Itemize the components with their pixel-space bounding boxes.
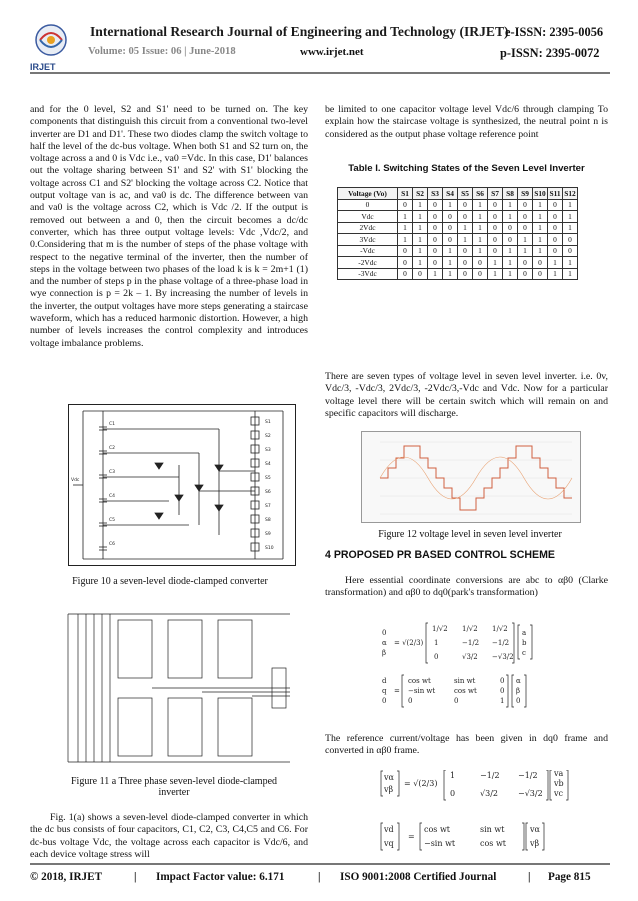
table-cell: 1 bbox=[503, 245, 518, 257]
table-cell: 1 bbox=[563, 257, 578, 269]
table-cell: 0 bbox=[548, 245, 563, 257]
table-cell: 1 bbox=[473, 245, 488, 257]
table-cell: 0 bbox=[533, 268, 548, 280]
svg-text:vb: vb bbox=[554, 779, 564, 788]
footer-page: Page 815 bbox=[548, 871, 591, 883]
table-cell: 3Vdc bbox=[338, 234, 398, 246]
left-column bbox=[30, 104, 308, 350]
svg-text:−1/2: −1/2 bbox=[480, 771, 500, 780]
svg-text:a: a bbox=[522, 629, 527, 637]
footer-impact: Impact Factor value: 6.171 bbox=[156, 871, 285, 883]
svg-text:cos wt: cos wt bbox=[454, 687, 477, 695]
table-cell: 1 bbox=[563, 211, 578, 223]
table-row bbox=[338, 268, 578, 280]
svg-text:cos wt: cos wt bbox=[480, 839, 507, 848]
table-cell: 1 bbox=[398, 211, 413, 223]
table-cell: 1 bbox=[413, 222, 428, 234]
footer-sep: | bbox=[134, 871, 137, 883]
svg-text:1: 1 bbox=[434, 639, 439, 647]
body-paragraph: Here essential coordinate conversions are abc to αβ0 (Clarke transformation) and αβ0 to dq0(park's transformation) bbox=[325, 575, 608, 599]
table-cell: 0 bbox=[503, 222, 518, 234]
eissn: e-ISSN: 2395-0056 bbox=[505, 25, 604, 39]
svg-text:β: β bbox=[382, 649, 387, 657]
table-header-cell: Voltage (Vo) bbox=[338, 188, 398, 200]
svg-text:−1/2: −1/2 bbox=[492, 639, 510, 647]
table-cell: 0 bbox=[458, 199, 473, 211]
table-cell: 0 bbox=[503, 234, 518, 246]
table-cell: 1 bbox=[488, 257, 503, 269]
figure-12-caption: Figure 12 voltage level in seven level inverter bbox=[378, 529, 562, 540]
table-cell: 1 bbox=[413, 234, 428, 246]
table-cell: 0 bbox=[428, 234, 443, 246]
svg-text:0: 0 bbox=[434, 653, 439, 661]
svg-text:vq: vq bbox=[384, 839, 394, 848]
table-cell: 0 bbox=[488, 211, 503, 223]
table-cell: 0 bbox=[458, 245, 473, 257]
svg-text:√3/2: √3/2 bbox=[480, 789, 498, 798]
svg-text:C1: C1 bbox=[109, 422, 116, 427]
table-header-cell: S5 bbox=[458, 188, 473, 200]
table-header-cell: S2 bbox=[413, 188, 428, 200]
table-cell: 0 bbox=[398, 257, 413, 269]
table-cell: 1 bbox=[458, 234, 473, 246]
table-cell: 0 bbox=[563, 245, 578, 257]
svg-text:vβ: vβ bbox=[530, 839, 540, 848]
table-cell: 1 bbox=[533, 222, 548, 234]
table-header-cell: S3 bbox=[428, 188, 443, 200]
table-header-cell: S10 bbox=[534, 188, 546, 198]
table-cell: 0 bbox=[533, 257, 548, 269]
table-cell: 1 bbox=[413, 211, 428, 223]
table-cell: 1 bbox=[398, 234, 413, 246]
svg-text:0: 0 bbox=[500, 687, 505, 695]
svg-text:−sin wt: −sin wt bbox=[424, 839, 456, 848]
table-cell: 1 bbox=[548, 268, 563, 280]
website-link[interactable]: www.irjet.net bbox=[300, 46, 364, 58]
table-header-cell: S8 bbox=[503, 188, 518, 200]
svg-text:S3: S3 bbox=[265, 448, 271, 453]
table-cell: 0 bbox=[518, 211, 533, 223]
table-cell: 1 bbox=[413, 245, 428, 257]
table-cell: 0 bbox=[428, 245, 443, 257]
svg-text:C2: C2 bbox=[109, 446, 116, 451]
svg-text:α: α bbox=[516, 677, 521, 685]
svg-text:= √(2/3): = √(2/3) bbox=[394, 639, 424, 647]
svg-text:va: va bbox=[554, 770, 564, 778]
svg-text:vβ: vβ bbox=[384, 785, 394, 794]
figure-11-caption: Figure 11 a Three phase seven-level diode-clamped inverter bbox=[70, 776, 278, 798]
table-cell: 1 bbox=[533, 211, 548, 223]
footer-sep: | bbox=[318, 871, 321, 883]
section-heading: 4 PROPOSED PR BASED CONTROL SCHEME bbox=[325, 549, 555, 561]
table-cell: 0 bbox=[473, 257, 488, 269]
left-column-bottom bbox=[30, 812, 308, 861]
figure-10-caption: Figure 10 a seven-level diode-clamped converter bbox=[72, 576, 268, 587]
svg-text:S7: S7 bbox=[265, 504, 271, 509]
svg-text:α: α bbox=[382, 639, 387, 647]
table-cell: 1 bbox=[503, 199, 518, 211]
svg-text:b: b bbox=[522, 639, 527, 647]
svg-text:−sin wt: −sin wt bbox=[408, 687, 436, 695]
right-column-bottom bbox=[325, 733, 608, 758]
table-cell: 2Vdc bbox=[338, 222, 398, 234]
figure-11-circuit bbox=[58, 608, 298, 768]
table-cell: 1 bbox=[503, 268, 518, 280]
table-cell: 1 bbox=[443, 245, 458, 257]
table-cell: 0 bbox=[443, 234, 458, 246]
table-cell: 1 bbox=[473, 211, 488, 223]
table-cell: 1 bbox=[503, 211, 518, 223]
svg-text:C5: C5 bbox=[109, 518, 116, 523]
volume-issue: Volume: 05 Issue: 06 | June-2018 bbox=[88, 46, 236, 57]
svg-text:0: 0 bbox=[382, 697, 387, 705]
svg-text:cos wt: cos wt bbox=[424, 825, 451, 834]
svg-text:−1/2: −1/2 bbox=[462, 639, 480, 647]
switching-table-wrap bbox=[337, 187, 578, 280]
table-title: Table I. Switching States of the Seven Level Inverter bbox=[348, 163, 585, 174]
logo-text: IRJET bbox=[30, 62, 56, 72]
table-cell: 0 bbox=[488, 222, 503, 234]
svg-text:1/√2: 1/√2 bbox=[462, 625, 478, 633]
table-cell: 0 bbox=[548, 234, 563, 246]
footer-copyright: © 2018, IRJET bbox=[30, 871, 103, 883]
table-cell: 0 bbox=[428, 222, 443, 234]
table-cell: 1 bbox=[533, 234, 548, 246]
table-cell: 0 bbox=[428, 199, 443, 211]
table-cell: 0 bbox=[488, 199, 503, 211]
svg-text:S8: S8 bbox=[265, 518, 271, 523]
svg-text:=: = bbox=[394, 687, 400, 695]
table-cell: 0 bbox=[458, 268, 473, 280]
table-cell: -Vdc bbox=[338, 245, 398, 257]
switching-states-table bbox=[337, 187, 578, 280]
table-cell: 1 bbox=[413, 199, 428, 211]
table-cell: 1 bbox=[473, 234, 488, 246]
svg-text:S5: S5 bbox=[265, 476, 271, 481]
footer-rule bbox=[30, 863, 610, 865]
body-paragraph: be limited to one capacitor voltage level Vdc/6 through clamping To explain how the staircase voltage is synthesized, the neutral point n is considered as the output phase voltage reference point bbox=[325, 104, 608, 140]
svg-text:0: 0 bbox=[500, 677, 505, 685]
table-cell: 0 bbox=[458, 257, 473, 269]
table-header-cell: S6 bbox=[473, 188, 488, 200]
svg-text:vd: vd bbox=[384, 825, 394, 834]
svg-text:−1/2: −1/2 bbox=[518, 771, 538, 780]
svg-text:=: = bbox=[408, 832, 415, 841]
table-cell: Vdc bbox=[338, 211, 398, 223]
svg-text:= √(2/3): = √(2/3) bbox=[404, 779, 438, 788]
svg-text:S1: S1 bbox=[265, 420, 271, 425]
table-cell: 1 bbox=[503, 257, 518, 269]
svg-text:S10: S10 bbox=[265, 546, 274, 551]
svg-text:c: c bbox=[522, 649, 526, 657]
table-cell: 0 bbox=[398, 268, 413, 280]
svg-text:−√3/2: −√3/2 bbox=[492, 653, 514, 661]
pissn: p-ISSN: 2395-0072 bbox=[500, 46, 600, 60]
table-header-cell: S1 bbox=[398, 188, 413, 200]
clarke-park-equations bbox=[380, 621, 580, 721]
figure-10-circuit bbox=[68, 404, 296, 566]
table-cell: 1 bbox=[533, 199, 548, 211]
table-header-cell: S11 bbox=[549, 188, 561, 198]
svg-text:0: 0 bbox=[516, 697, 521, 705]
table-cell: 0 bbox=[413, 268, 428, 280]
table-cell: 1 bbox=[563, 222, 578, 234]
right-column-intro bbox=[325, 575, 608, 600]
table-cell: 1 bbox=[548, 257, 563, 269]
table-cell: 1 bbox=[563, 268, 578, 280]
table-header-cell: S4 bbox=[443, 188, 458, 200]
table-cell: 0 bbox=[443, 222, 458, 234]
right-column-top bbox=[325, 104, 608, 141]
svg-text:S4: S4 bbox=[265, 462, 271, 467]
table-cell: 0 bbox=[428, 211, 443, 223]
table-row bbox=[338, 222, 578, 234]
header-rule bbox=[30, 72, 610, 74]
table-header-cell: S12 bbox=[564, 188, 576, 198]
table-cell: -2Vdc bbox=[338, 257, 398, 269]
svg-text:β: β bbox=[516, 687, 521, 695]
svg-text:0: 0 bbox=[382, 629, 387, 637]
figure-12-waveform bbox=[361, 431, 581, 523]
svg-text:1: 1 bbox=[500, 697, 505, 705]
table-cell: 0 bbox=[518, 257, 533, 269]
page-header bbox=[0, 0, 638, 88]
table-cell: 1 bbox=[428, 268, 443, 280]
table-cell: 0 bbox=[398, 199, 413, 211]
svg-text:cos wt: cos wt bbox=[408, 677, 431, 685]
table-cell: 0 bbox=[548, 199, 563, 211]
table-cell: 1 bbox=[473, 222, 488, 234]
table-cell: 1 bbox=[518, 245, 533, 257]
table-cell: 0 bbox=[428, 257, 443, 269]
svg-text:vc: vc bbox=[554, 789, 563, 798]
body-paragraph: The reference current/voltage has been given in dq0 frame and converted in αβ0 frame. bbox=[325, 733, 608, 757]
table-cell: 0 bbox=[548, 211, 563, 223]
table-cell: 0 bbox=[398, 245, 413, 257]
svg-text:vα: vα bbox=[384, 773, 394, 782]
footer-iso: ISO 9001:2008 Certified Journal bbox=[340, 871, 497, 883]
table-cell: 0 bbox=[518, 268, 533, 280]
table-cell: 0 bbox=[473, 268, 488, 280]
table-cell: 0 bbox=[488, 245, 503, 257]
table-header-cell: S7 bbox=[488, 188, 503, 200]
svg-text:1: 1 bbox=[450, 771, 456, 780]
body-paragraph: There are seven types of voltage level in seven level inverter. i.e. 0v, Vdc/3, -Vdc/3, 2Vdc/3, -2Vdc/3,-Vdc and Vdc. Now for a particular voltage level there will be certain switch which will remain on and specific capacitors will discharge. bbox=[325, 371, 608, 419]
svg-text:0: 0 bbox=[454, 697, 459, 705]
svg-text:C3: C3 bbox=[109, 470, 116, 475]
svg-text:S9: S9 bbox=[265, 532, 271, 537]
table-header-cell: S9 bbox=[518, 188, 533, 200]
body-paragraph: Fig. 1(a) shows a seven-level diode-clamped converter in which the dc bus consists of four capacitors, C1, C2, C3, C4,C5 and C6. For dc-bus voltage Vdc, the voltage across each capacitor is Vdc/6, and each device voltage stress will bbox=[30, 812, 308, 860]
table-cell: 0 bbox=[563, 234, 578, 246]
table-cell: -3Vdc bbox=[338, 268, 398, 280]
svg-text:C4: C4 bbox=[109, 494, 116, 499]
svg-text:S6: S6 bbox=[265, 490, 271, 495]
table-cell: 0 bbox=[518, 222, 533, 234]
svg-text:q: q bbox=[382, 687, 387, 695]
svg-text:vα: vα bbox=[530, 825, 540, 834]
table-cell: 0 bbox=[518, 199, 533, 211]
table-cell: 1 bbox=[443, 199, 458, 211]
right-column-mid bbox=[325, 371, 608, 420]
table-cell: 1 bbox=[533, 245, 548, 257]
table-cell: 1 bbox=[518, 234, 533, 246]
table-cell: 0 bbox=[548, 222, 563, 234]
svg-text:sin wt: sin wt bbox=[480, 825, 505, 834]
table-cell: 1 bbox=[443, 268, 458, 280]
svg-text:1/√2: 1/√2 bbox=[492, 625, 508, 633]
svg-text:1/√2: 1/√2 bbox=[432, 625, 448, 633]
table-cell: 1 bbox=[458, 222, 473, 234]
table-cell: 1 bbox=[488, 268, 503, 280]
table-cell: 1 bbox=[473, 199, 488, 211]
footer-sep: | bbox=[528, 871, 531, 883]
svg-text:−√3/2: −√3/2 bbox=[518, 789, 543, 798]
table-cell: 1 bbox=[443, 257, 458, 269]
svg-text:√3/2: √3/2 bbox=[462, 653, 478, 661]
svg-text:0: 0 bbox=[450, 789, 456, 798]
svg-text:sin wt: sin wt bbox=[454, 677, 476, 685]
table-cell: 0 bbox=[443, 211, 458, 223]
svg-text:C6: C6 bbox=[109, 542, 116, 547]
body-paragraph: and for the 0 level, S2 and S1' need to be turned on. The key components that distinguish this circuit from a conventional two-level inverter are D1 and D1'. These two diodes clamp the switch voltage to half the level of the dc-bus voltage. When both S1 and S2 turn on, the voltage across a and 0 is Vdc i.e., va0 =Vdc. In this case, D1' balances out the voltage sharing between S1' and S2' with S1' blocking the voltage across C1 and S2' blocking the voltage across C2. Notice that output voltage van is ac, and va0 is dc. The difference between van and va0 is the voltage across C2, which is Vdc /2. If the output is removed out between a and 0, then the circuit becomes a dc/dc converter, which has three output voltage levels: Vdc ,Vdc/2, and 0.Considering that m is the number of steps of the phase voltage with respect to the negative terminal of the inverter, then the number of steps in the voltage between two phases of the load k is k = 2m+1 (1) and the number of steps p in the phase voltage of a three-phase load in wye connection is p = 2k – 1. By increasing the number of levels in the inverter, the output voltages have more steps generating a staircase waveform, which has a reduced harmonic distortion. However, a high number of levels increases the control complexity and introduces voltage imbalance problems. bbox=[30, 104, 308, 349]
table-row bbox=[338, 257, 578, 269]
journal-title: International Research Journal of Engineering and Technology (IRJET) bbox=[90, 24, 509, 39]
table-row bbox=[338, 245, 578, 257]
table-cell: 0 bbox=[488, 234, 503, 246]
svg-text:0: 0 bbox=[408, 697, 413, 705]
table-cell: 0 bbox=[458, 211, 473, 223]
table-row bbox=[338, 234, 578, 246]
inverse-transform-equations bbox=[380, 770, 580, 860]
table-row bbox=[338, 199, 578, 211]
svg-text:d: d bbox=[382, 677, 387, 685]
table-cell: 1 bbox=[398, 222, 413, 234]
table-cell: 0 bbox=[338, 199, 398, 211]
svg-text:Vdc: Vdc bbox=[71, 478, 80, 483]
table-cell: 1 bbox=[563, 199, 578, 211]
table-row bbox=[338, 211, 578, 223]
svg-text:S2: S2 bbox=[265, 434, 271, 439]
table-cell: 1 bbox=[413, 257, 428, 269]
